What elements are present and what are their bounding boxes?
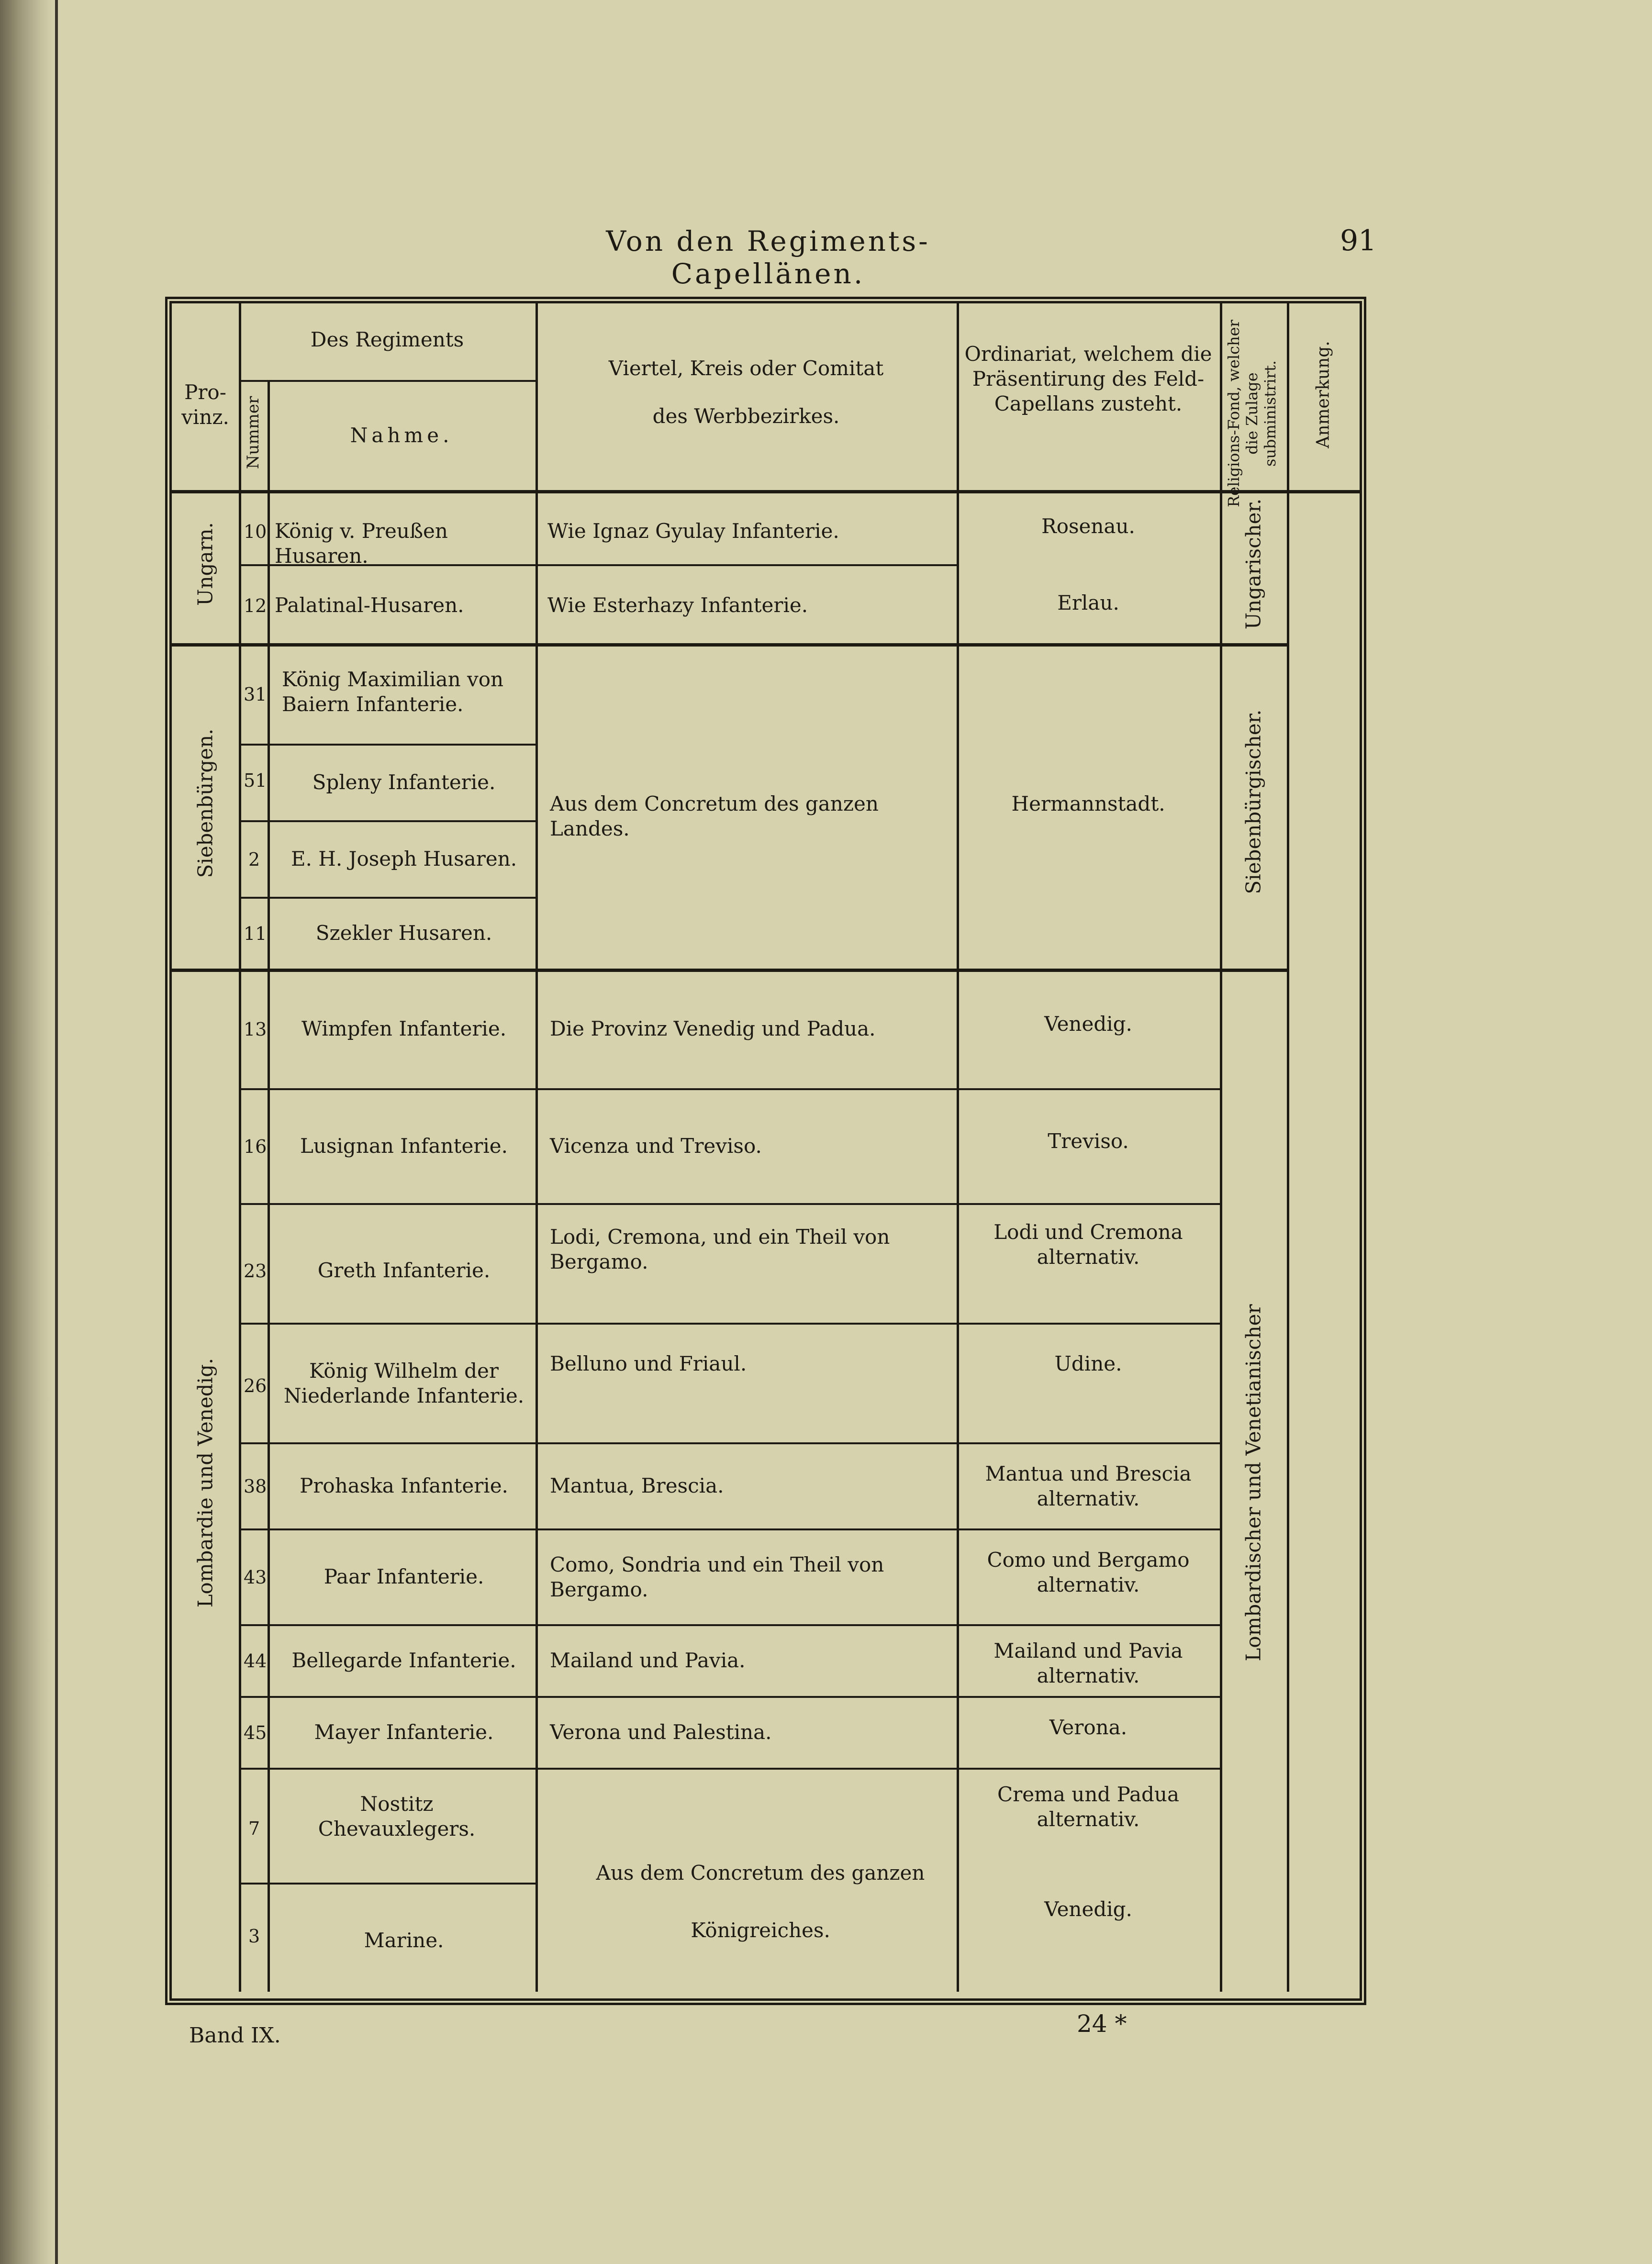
row-divider: [239, 1323, 1220, 1325]
regiment-name: E. H. Joseph Husaren.: [290, 847, 517, 870]
regiments-table: [165, 297, 1366, 2005]
regiment-name: Bellegarde Infanterie.: [291, 1649, 516, 1672]
col-divider: [1287, 303, 1289, 1992]
row-divider: [239, 1768, 1220, 1770]
ordinariat: Treviso.: [1048, 1129, 1129, 1153]
ordinariat: Mailand und Pavia alternativ.: [993, 1639, 1183, 1687]
district: Mailand und Pavia.: [550, 1649, 746, 1672]
regiment-name: Greth Infanterie.: [317, 1259, 491, 1282]
row-number: 43: [244, 1567, 267, 1588]
row-number: 10: [244, 521, 267, 542]
regiment-name: Mayer Infanterie.: [314, 1720, 494, 1744]
header-nummer: Nummer: [244, 396, 263, 469]
header-des-regiments: Des Regiments: [310, 328, 464, 351]
group-divider: [172, 969, 1287, 972]
regiment-name: Wimpfen Infanterie.: [301, 1017, 507, 1040]
header-ordinariat: Ordinariat, welchem die Präsentirung des Feld-Capellans zusteht.: [964, 342, 1212, 415]
district: Aus dem Concretum des ganzen Landes.: [550, 792, 879, 840]
ordinariat: Rosenau.: [1041, 514, 1135, 538]
regiment-name: Marine.: [364, 1929, 444, 1952]
province-siebenbuergen: Siebenbürgen.: [193, 728, 217, 878]
ordinariat: Crema und Padua alternativ.: [997, 1783, 1179, 1831]
province-ungarn: Ungarn.: [193, 522, 217, 606]
district: Mantua, Brescia.: [550, 1474, 724, 1497]
signature-mark: 24 *: [1077, 2010, 1127, 2038]
header-divider: [172, 490, 1360, 493]
col-divider: [536, 303, 538, 1992]
book-gutter: [0, 0, 55, 2264]
ordinariat: Udine.: [1054, 1352, 1122, 1375]
row-number: 12: [244, 595, 267, 616]
fond-lombardie: Lombardischer und Venetianischer: [1241, 1304, 1265, 1662]
ordinariat: Lodi und Cremona alternativ.: [993, 1220, 1183, 1269]
regiment-name: König Maximilian von Baiern Infanterie.: [282, 668, 504, 716]
regiment-name: Spleny Infanterie.: [312, 770, 496, 794]
row-number: 31: [244, 684, 267, 705]
page-edge: [55, 0, 58, 2264]
row-divider: [239, 1624, 1220, 1626]
province-lombardie: Lombardie und Venedig.: [193, 1358, 217, 1608]
header-viertel-1: Viertel, Kreis oder Comitat: [608, 357, 884, 380]
district: Vicenza und Treviso.: [550, 1134, 762, 1158]
regiment-name: König v. Preußen Husaren.: [275, 519, 448, 568]
row-number: 3: [248, 1926, 260, 1947]
col-divider: [957, 303, 959, 1992]
col-divider: [268, 380, 270, 1992]
row-number: 26: [244, 1375, 267, 1396]
running-title: Von den Regiments-Capellänen.: [606, 225, 930, 290]
regiment-name: König Wilhelm der Niederlande Infanterie.: [283, 1359, 525, 1407]
row-number: 13: [244, 1019, 267, 1040]
col-divider: [239, 303, 241, 1992]
district: Como, Sondria und ein Theil von Bergamo.: [550, 1553, 884, 1601]
row-divider: [239, 1528, 1220, 1530]
row-divider: [239, 1203, 1220, 1205]
row-number: 45: [244, 1722, 267, 1743]
row-divider: [239, 820, 536, 822]
ordinariat: Verona.: [1049, 1716, 1127, 1739]
ordinariat: Como und Bergamo alternativ.: [987, 1548, 1190, 1596]
district: Belluno und Friaul.: [550, 1352, 747, 1375]
ordinariat: Venedig.: [1044, 1012, 1132, 1036]
row-divider: [239, 1696, 1220, 1698]
row-number: 11: [244, 923, 267, 944]
row-number: 38: [244, 1476, 267, 1497]
header-religions-fond: Religions-Fond, welcher die Zulage subministrirt.: [1225, 320, 1279, 507]
regiment-name: Szekler Husaren.: [315, 921, 492, 945]
row-divider: [239, 1883, 536, 1885]
district: Wie Esterhazy Infanterie.: [547, 593, 808, 617]
group-divider: [172, 643, 1287, 647]
district: Wie Ignaz Gyulay Infanterie.: [547, 519, 839, 543]
district: Verona und Palestina.: [550, 1720, 772, 1744]
district: Lodi, Cremona, und ein Theil von Bergamo.: [550, 1225, 890, 1273]
regiment-name: Palatinal-Husaren.: [275, 593, 464, 617]
regiment-name: Paar Infanterie.: [324, 1565, 484, 1588]
row-number: 51: [244, 770, 267, 791]
header-subdivider: [239, 380, 536, 382]
header-viertel-2: des Werbbezirkes.: [652, 404, 840, 428]
fond-ungarn: Ungarischer.: [1241, 498, 1265, 630]
page-number: 91: [1340, 224, 1377, 257]
row-number: 16: [244, 1136, 267, 1157]
col-divider: [1220, 303, 1222, 1992]
ordinariat: Erlau.: [1057, 591, 1119, 614]
row-number: 23: [244, 1260, 267, 1282]
regiment-name: Prohaska Infanterie.: [300, 1474, 508, 1497]
header-nahme: Nahme.: [350, 424, 453, 447]
row-divider: [239, 897, 536, 899]
regiment-name: Nostitz Chevauxlegers.: [318, 1792, 476, 1840]
row-number: 7: [248, 1818, 260, 1839]
ordinariat: Hermannstadt.: [1011, 792, 1165, 815]
regiment-name: Lusignan Infanterie.: [300, 1134, 508, 1158]
row-divider: [239, 744, 536, 746]
fond-siebenbuergen: Siebenbürgischer.: [1241, 709, 1265, 894]
ordinariat: Venedig.: [1044, 1897, 1132, 1921]
row-number: 2: [248, 849, 260, 870]
volume-label: Band IX.: [189, 2023, 281, 2048]
row-number: 44: [244, 1651, 267, 1672]
header-provinz: Pro- vinz.: [181, 380, 229, 429]
district: Aus dem Concretum des ganzen Königreiches.: [596, 1861, 925, 1942]
ordinariat: Mantua und Brescia alternativ.: [985, 1462, 1192, 1510]
district: Die Provinz Venedig und Padua.: [550, 1017, 876, 1040]
row-divider: [239, 1442, 1220, 1444]
row-divider: [239, 1088, 1220, 1090]
header-anmerkung: Anmerkung.: [1313, 341, 1333, 448]
